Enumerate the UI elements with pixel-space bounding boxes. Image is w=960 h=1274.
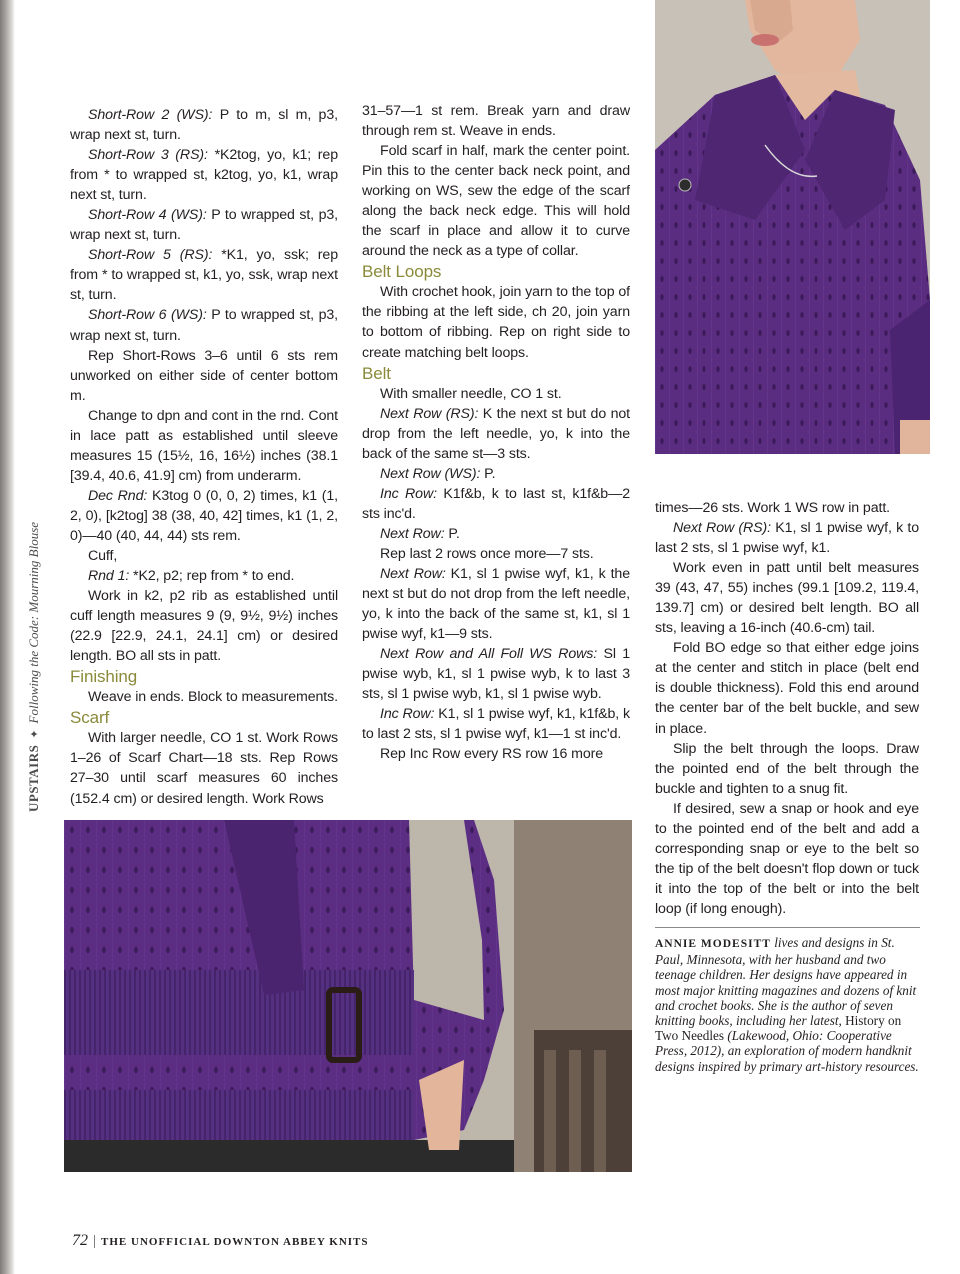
paragraph xyxy=(362,564,630,644)
row-label: Next Row (RS): xyxy=(380,405,479,422)
row-label: Short-Row 6 (WS): xyxy=(88,307,207,324)
row-instruction: K the next st but do not drop from the left needle, yo, k into the back of the same st—3 sts. xyxy=(362,405,630,462)
chapter-label: Following the Code: Mourning Blouse xyxy=(26,521,41,724)
paragraph xyxy=(362,644,630,704)
running-sidebar xyxy=(26,522,42,812)
paragraph: With smaller needle, CO 1 st. xyxy=(380,385,562,402)
row-label: Next Row (WS): xyxy=(380,465,481,482)
paragraph: Fold BO edge so that either edge joins at the center and stitch in place (belt end is double thickness). Fold this end around the center bar of the belt buckle, and sew in place. xyxy=(655,640,919,737)
row-label: Next Row and All Foll WS Rows: xyxy=(380,646,598,663)
page-binding-shadow xyxy=(0,0,15,1274)
row-instruction: P to wrapped st, p3, wrap next st, turn. xyxy=(70,207,338,244)
paragraph: With larger needle, CO 1 st. Work Rows 1–26 of Scarf Chart—18 sts. Rep Rows 27–30 until scarf measures 60 inches (152.4 cm) or desired length. Work Rows xyxy=(70,730,338,807)
paragraph: 31–57—1 st rem. Break yarn and draw through rem st. Weave in ends. xyxy=(362,103,630,140)
section-heading-finishing: Finishing xyxy=(70,667,138,687)
paragraph: Cuff, xyxy=(88,548,118,565)
row-instruction: K3tog 0 (0, 0, 2) times, k1 (1, 2, 0), [k2tog] 38 (38, 40, 42] times, k1 (1, 2, 0)—40 (40, 44, 44) sts rem. xyxy=(70,487,339,544)
row-label: Next Row: xyxy=(380,525,445,542)
section-heading-belt: Belt xyxy=(362,363,391,383)
row-instruction: P to m, sl m, p3, wrap next st, turn. xyxy=(70,107,338,144)
row-instruction: P. xyxy=(444,525,460,542)
paragraph: Slip the belt through the loops. Draw the pointed end of the belt through the buckle and tighten to a snug fit. xyxy=(655,740,919,797)
paragraph: Change to dpn and cont in the rnd. Cont in lace patt as established until sleeve measures 15 (15½, 16, 16½) inches (38.1 [39.4, 40.6, 41.9] cm) from underarm. xyxy=(70,407,338,484)
separator-ornament-icon: ✦ xyxy=(29,729,41,739)
row-instruction: K1, sl 1 pwise wyf, k1, k the next st but do not drop from the left needle, yo, k into the back of the same st, k1, sl 1 pwise wyf, k1—9 sts. xyxy=(362,565,631,643)
paragraph: Work even in patt until belt measures 39 (43, 47, 55) inches (99.1 [109.2, 119.4, 139.7] cm) or desired belt length. BO all sts, leaving a 16-inch (40.6-cm) tail. xyxy=(655,560,919,637)
paragraph: Fold scarf in half, mark the center point. Pin this to the center back neck point, and working on WS, sew the edge of the scarf along the back neck edge. This will hold the scarf in place and allow it to curve around the neck as a type of collar. xyxy=(362,143,630,260)
row-label: Short-Row 2 (WS): xyxy=(88,107,213,123)
row-instruction: K1f&b, k to last st, k1f&b—2 sts inc'd. xyxy=(362,485,630,522)
row-label: Inc Row: xyxy=(380,485,437,502)
photo-sweater-belt-illustration xyxy=(64,820,632,1172)
row-label: Next Row: xyxy=(380,565,446,582)
row-label: Inc Row: xyxy=(380,706,435,723)
paragraph xyxy=(362,704,630,744)
row-instruction: P. xyxy=(480,465,496,482)
book-title: History on Two Needles xyxy=(655,1013,902,1044)
paragraph xyxy=(70,566,338,586)
paragraph xyxy=(70,145,338,205)
row-instruction: Sl 1 pwise wyb, k1, sl 1 pwise wyb, k to last 3 sts, sl 1 pwise wyb, k1, sl 1 pwise wyb. xyxy=(362,646,631,703)
paragraph xyxy=(362,464,630,484)
row-instruction: *K2, p2; rep from * to end. xyxy=(129,568,295,585)
author-bio xyxy=(655,935,920,1074)
text-column-1 xyxy=(70,105,338,809)
row-instruction: P to wrapped st, p3, wrap next st, turn. xyxy=(70,307,338,344)
row-label: Short-Row 4 (WS): xyxy=(88,207,207,224)
row-label: Next Row (RS): xyxy=(673,520,772,537)
paragraph: With crochet hook, join yarn to the top of the ribbing at the left side, ch 20, join yarn to bottom of ribbing. Rep on right side to create matching belt loops. xyxy=(362,284,630,361)
paragraph xyxy=(70,105,338,145)
text-column-3 xyxy=(655,498,919,919)
author-name: ANNIE MODESITT xyxy=(655,938,771,950)
paragraph xyxy=(362,524,630,544)
paragraph: Rep Inc Row every RS row 16 more xyxy=(380,746,604,763)
bio-text: (Lakewood, Ohio: Cooperative Press, 2012), an exploration of modern handknit designs inspired by primary art-history resources. xyxy=(655,1028,919,1074)
paragraph: Rep last 2 rows once more—7 sts. xyxy=(380,545,594,562)
page-footer xyxy=(72,1232,369,1250)
row-instruction: K1, sl 1 pwise wyf, k to last 2 sts, sl 1 pwise wyf, k1. xyxy=(655,520,919,557)
section-heading-belt-loops: Belt Loops xyxy=(362,262,442,282)
row-label: Dec Rnd: xyxy=(88,487,148,504)
paragraph: If desired, sew a snap or hook and eye to the pointed end of the belt and add a corresponding snap or eye to the belt so the tip of the belt doesn't flop down or tuck it into the top of the belt or into the belt loop (if long enough). xyxy=(655,800,919,917)
paragraph: Rep Short-Rows 3–6 until 6 sts rem unworked on either side of center bottom m. xyxy=(70,347,338,404)
paragraph xyxy=(362,484,630,524)
row-instruction: *K1, yo, ssk; rep from * to wrapped st, k1, yo, ssk, wrap next st, turn. xyxy=(70,247,338,304)
section-label: UPSTAIRS xyxy=(26,744,41,812)
paragraph: Work in k2, p2 rib as established until cuff length measures 9 (9, 9½, 9½) inches (22.9 [22.9, 24.1, 24.1] cm) or desired length. BO all sts in patt. xyxy=(70,588,338,665)
row-instruction: *K2tog, yo, k1; rep from * to wrapped st, k2tog, yo, k1, wrap next st, turn. xyxy=(70,147,338,204)
bio-divider xyxy=(655,927,920,928)
bio-text: lives and designs in St. Paul, Minnesota, with her husband and two teenage children. Her designs have appeared in most major knitting magazines and dozens of knit and crochet books. She is the author of seven knitting books, including her latest, xyxy=(655,935,917,1029)
footer-separator: | xyxy=(93,1233,97,1249)
paragraph xyxy=(655,518,919,558)
photo-sweater-belt xyxy=(64,820,632,1172)
photo-model-neckline-illustration xyxy=(655,0,930,454)
row-label: Rnd 1: xyxy=(88,568,130,585)
text-column-2 xyxy=(362,101,630,764)
section-heading-scarf: Scarf xyxy=(70,708,110,728)
row-instruction: K1, sl 1 pwise wyf, k1, k1f&b, k to last 2 sts, sl 1 pwise wyf, k1—1 st inc'd. xyxy=(362,706,630,743)
paragraph xyxy=(70,486,338,546)
paragraph: Weave in ends. Block to measurements. xyxy=(88,689,338,706)
page-number: 72 xyxy=(72,1232,88,1249)
paragraph: times—26 sts. Work 1 WS row in patt. xyxy=(655,500,891,516)
paragraph xyxy=(362,404,630,464)
photo-model-neckline xyxy=(655,0,930,454)
row-label: Short-Row 5 (RS): xyxy=(88,247,213,264)
running-book-title: THE UNOFFICIAL DOWNTON ABBEY KNITS xyxy=(101,1236,369,1248)
row-label: Short-Row 3 (RS): xyxy=(88,147,208,164)
paragraph xyxy=(70,205,338,245)
paragraph xyxy=(70,245,338,305)
paragraph xyxy=(70,305,338,345)
